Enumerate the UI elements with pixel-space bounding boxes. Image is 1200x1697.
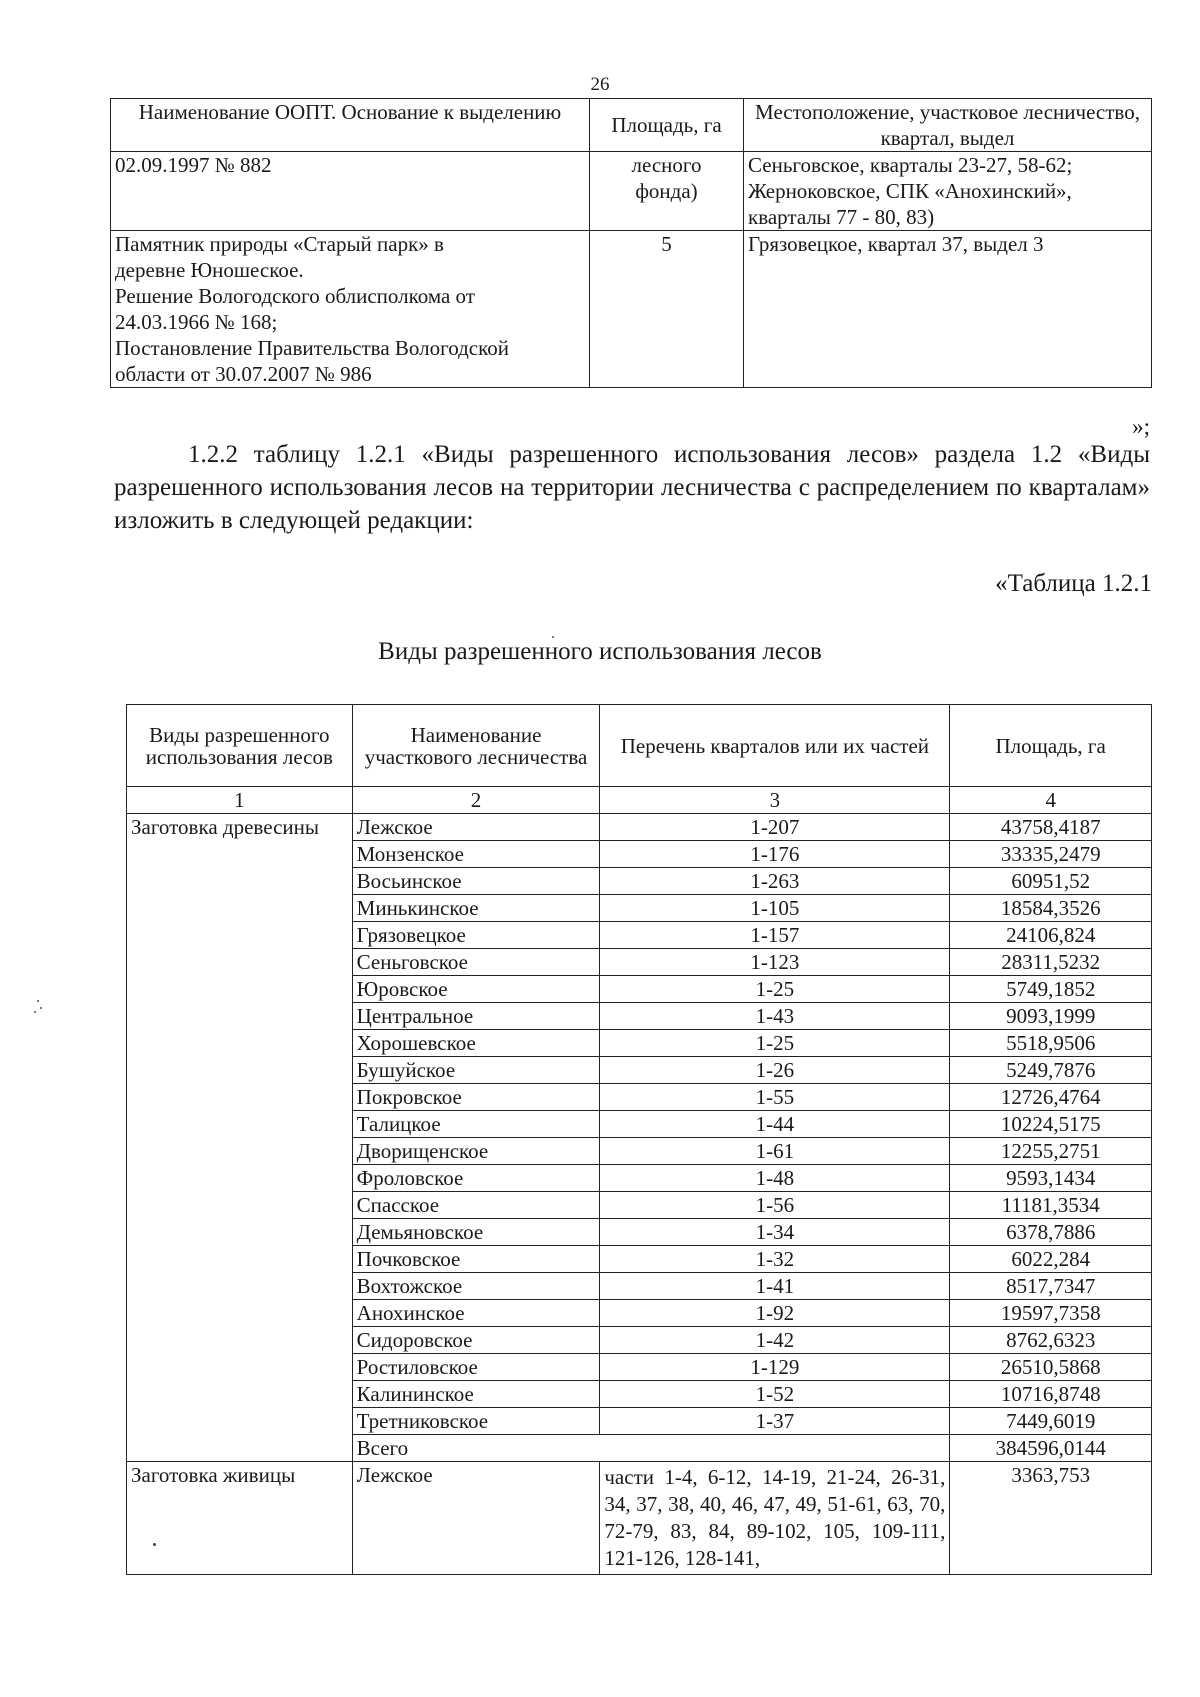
usage-type-cell [127, 1408, 353, 1435]
timber-row [127, 1246, 1152, 1273]
forestry-cell: Лежское [352, 814, 600, 841]
forestry-cell: Демьяновское [352, 1219, 600, 1246]
area-cell: 26510,5868 [950, 1354, 1152, 1381]
oopt-row [111, 152, 1152, 231]
usage-type-cell [127, 1138, 353, 1165]
cell-line: Решение Вологодского облисполкома от [115, 284, 475, 308]
usage-type-cell [127, 976, 353, 1003]
quarters-cell: 1-25 [600, 1030, 950, 1057]
quarters-cell: 1-55 [600, 1084, 950, 1111]
usage-type-cell [127, 1327, 353, 1354]
cell-line: Памятник природы «Старый парк» в [115, 232, 444, 256]
timber-row [127, 895, 1152, 922]
quarters-cell: 1-105 [600, 895, 950, 922]
usage-type-cell [127, 841, 353, 868]
oopt-header-name: Наименование ООПТ. Основание к выделению [111, 99, 590, 152]
timber-row [127, 1003, 1152, 1030]
timber-row [127, 1084, 1152, 1111]
area-cell: 11181,3534 [950, 1192, 1152, 1219]
resin-row [127, 1462, 1152, 1575]
forestry-cell: Покровское [352, 1084, 600, 1111]
forestry-cell: Фроловское [352, 1165, 600, 1192]
forestry-cell: Восьинское [352, 868, 600, 895]
forestry-cell: Сеньговское [352, 949, 600, 976]
forestry-cell: Бушуйское [352, 1057, 600, 1084]
quarters-cell: 1-44 [600, 1111, 950, 1138]
timber-row [127, 1111, 1152, 1138]
timber-row [127, 922, 1152, 949]
usage-type-cell [127, 1246, 353, 1273]
usage-type-cell [127, 1273, 353, 1300]
forestry-cell: Юровское [352, 976, 600, 1003]
forestry-cell: Калининское [352, 1381, 600, 1408]
forestry-cell: Монзенское [352, 841, 600, 868]
cell-line: Постановление Правительства Вологодской [115, 336, 509, 360]
usage-type-cell [127, 1111, 353, 1138]
timber-row [127, 1057, 1152, 1084]
area-cell: 5249,7876 [950, 1057, 1152, 1084]
cell-line: Жерноковское, СПК «Анохинский», [748, 179, 1072, 203]
forestry-cell: Ростиловское [352, 1354, 600, 1381]
forestry-cell: Сидоровское [352, 1327, 600, 1354]
usage-colnum-row [127, 787, 1152, 814]
oopt-header-location: Местоположение, участковое лесничество, квартал, выдел [744, 99, 1152, 152]
area-cell: 5518,9506 [950, 1030, 1152, 1057]
area-cell: 10716,8748 [950, 1381, 1152, 1408]
quarters-cell: 1-263 [600, 868, 950, 895]
forestry-cell: Анохинское [352, 1300, 600, 1327]
cell-line: Сеньговское, кварталы 23-27, 58-62; [748, 153, 1073, 177]
cell-line: 02.09.1997 № 882 [115, 153, 272, 177]
oopt-header-area: Площадь, га [590, 99, 744, 152]
total-label-cell: Всего [352, 1435, 950, 1462]
colnum-3: 3 [600, 787, 950, 814]
timber-row [127, 1408, 1152, 1435]
forestry-cell: Дворищенское [352, 1138, 600, 1165]
scan-speck [34, 1011, 36, 1013]
usage-type-cell [127, 949, 353, 976]
timber-row [127, 1219, 1152, 1246]
area-cell: 9093,1999 [950, 1003, 1152, 1030]
cell-line: области от 30.07.2007 № 986 [115, 362, 372, 386]
area-cell: 3363,753 [950, 1462, 1152, 1575]
usage-header-forestry: Наименование участкового лесничества [352, 705, 600, 787]
quarters-cell: 1-25 [600, 976, 950, 1003]
colnum-2: 2 [352, 787, 600, 814]
forestry-cell: Лежское [352, 1462, 600, 1575]
timber-row [127, 1327, 1152, 1354]
colnum-1: 1 [127, 787, 353, 814]
area-cell: 28311,5232 [950, 949, 1152, 976]
quarters-cell: 1-42 [600, 1327, 950, 1354]
oopt-table [110, 98, 1152, 388]
quarters-cell: 1-176 [600, 841, 950, 868]
table-title: Виды разрешенного использования лесов [378, 638, 822, 665]
timber-row [127, 1165, 1152, 1192]
quarters-cell: 1-41 [600, 1273, 950, 1300]
timber-row [127, 1138, 1152, 1165]
forestry-cell: Центральное [352, 1003, 600, 1030]
quarters-cell: 1-32 [600, 1246, 950, 1273]
forestry-cell: Грязовецкое [352, 922, 600, 949]
table-label: «Таблица 1.2.1 [995, 570, 1152, 597]
oopt-row [111, 231, 1152, 388]
usage-header-area: Площадь, га [950, 705, 1152, 787]
usage-header-quarters: Перечень кварталов или их частей [600, 705, 950, 787]
usage-type-cell [127, 868, 353, 895]
timber-row [127, 1381, 1152, 1408]
amendment-text: 1.2.2 таблицу 1.2.1 «Виды разрешенного использования лесов» раздела 1.2 «Виды разрешенного использования лесов на территории лесничества с распределением по кварталам» изложить в следующей редакции: [114, 441, 1150, 534]
scan-speck [40, 1007, 42, 1009]
area-cell: 8762,6323 [950, 1327, 1152, 1354]
usage-type-cell [127, 1003, 353, 1030]
timber-row [127, 868, 1152, 895]
usage-type-cell [127, 1435, 353, 1462]
area-cell: 12255,2751 [950, 1138, 1152, 1165]
cell-line: лесного [631, 153, 702, 177]
quarters-cell: 1-123 [600, 949, 950, 976]
area-cell: 6378,7886 [950, 1219, 1152, 1246]
area-cell: 18584,3526 [950, 895, 1152, 922]
quarters-cell: 1-129 [600, 1354, 950, 1381]
oopt-location-cell [744, 231, 1152, 388]
timber-row [127, 1354, 1152, 1381]
timber-total-row [127, 1435, 1152, 1462]
cell-line: 24.03.1966 № 168; [115, 310, 278, 334]
cell-line: фонда) [635, 179, 698, 203]
area-cell: 8517,7347 [950, 1273, 1152, 1300]
timber-row [127, 1300, 1152, 1327]
forestry-cell: Минькинское [352, 895, 600, 922]
usage-type-cell [127, 1057, 353, 1084]
quarters-cell: 1-48 [600, 1165, 950, 1192]
area-cell: 7449,6019 [950, 1408, 1152, 1435]
forestry-cell: Третниковское [352, 1408, 600, 1435]
area-cell: 24106,824 [950, 922, 1152, 949]
scan-speck [37, 1000, 39, 1002]
oopt-location-cell [744, 152, 1152, 231]
area-cell: 5749,1852 [950, 976, 1152, 1003]
timber-row [127, 1030, 1152, 1057]
quarters-cell: 1-157 [600, 922, 950, 949]
area-cell: 19597,7358 [950, 1300, 1152, 1327]
usage-type-cell [127, 922, 353, 949]
timber-row [127, 1192, 1152, 1219]
oopt-name-cell [111, 152, 590, 231]
cell-line: кварталы 77 - 80, 83) [748, 205, 935, 229]
forestry-cell: Почковское [352, 1246, 600, 1273]
timber-row [127, 949, 1152, 976]
quarters-cell: 1-92 [600, 1300, 950, 1327]
timber-row [127, 1273, 1152, 1300]
area-cell: 43758,4187 [950, 814, 1152, 841]
timber-row [127, 976, 1152, 1003]
usage-type-cell [127, 1084, 353, 1111]
oopt-header-row [111, 99, 1152, 152]
timber-row [127, 841, 1152, 868]
cell-line: 5 [661, 232, 672, 256]
quarters-cell: 1-34 [600, 1219, 950, 1246]
page-number: 26 [590, 74, 610, 95]
usage-type-cell [127, 895, 353, 922]
quarters-cell: 1-207 [600, 814, 950, 841]
amendment-paragraph [114, 438, 1150, 537]
quarters-cell: 1-52 [600, 1381, 950, 1408]
usage-header-type: Виды разрешенного использования лесов [127, 705, 353, 787]
usage-type-cell [127, 1381, 353, 1408]
area-cell: 60951,52 [950, 868, 1152, 895]
forestry-cell: Спасское [352, 1192, 600, 1219]
oopt-area-cell [590, 231, 744, 388]
cell-line: Грязовецкое, квартал 37, выдел 3 [748, 232, 1044, 256]
usage-type-cell [127, 1165, 353, 1192]
area-cell: 9593,1434 [950, 1165, 1152, 1192]
usage-type-cell [127, 1300, 353, 1327]
forestry-cell: Талицкое [352, 1111, 600, 1138]
usage-type-cell [127, 1354, 353, 1381]
total-area-cell: 384596,0144 [950, 1435, 1152, 1462]
area-cell: 10224,5175 [950, 1111, 1152, 1138]
timber-row [127, 814, 1152, 841]
area-cell: 12726,4764 [950, 1084, 1152, 1111]
usage-header-row [127, 705, 1152, 787]
area-cell: 33335,2479 [950, 841, 1152, 868]
usage-type-cell [127, 1030, 353, 1057]
cell-line: деревне Юношеское. [115, 258, 304, 282]
usage-type-cell [127, 1219, 353, 1246]
quarters-cell: 1-26 [600, 1057, 950, 1084]
forestry-cell: Хорошевское [352, 1030, 600, 1057]
quarters-cell: 1-37 [600, 1408, 950, 1435]
quarters-cell: 1-43 [600, 1003, 950, 1030]
quarters-cell: части 1-4, 6-12, 14-19, 21-24, 26-31, 34, 37, 38, 40, 46, 47, 49, 51-61, 63, 70, 72-79, 83, 84, 89-102, 105, 109-111, 121-126, 128-141, [600, 1462, 950, 1575]
quarters-cell: 1-56 [600, 1192, 950, 1219]
forestry-cell: Вохтожское [352, 1273, 600, 1300]
scan-dot [153, 1543, 156, 1546]
oopt-area-cell [590, 152, 744, 231]
area-cell: 6022,284 [950, 1246, 1152, 1273]
usage-type-cell: Заготовка живицы [127, 1462, 353, 1575]
usage-type-cell [127, 1192, 353, 1219]
closing-quote: »; [1132, 414, 1150, 439]
usage-type-cell: Заготовка древесины [127, 814, 353, 841]
oopt-name-cell [111, 231, 590, 388]
colnum-4: 4 [950, 787, 1152, 814]
quarters-cell: 1-61 [600, 1138, 950, 1165]
usage-table [126, 704, 1152, 1575]
scan-speck [552, 636, 554, 638]
